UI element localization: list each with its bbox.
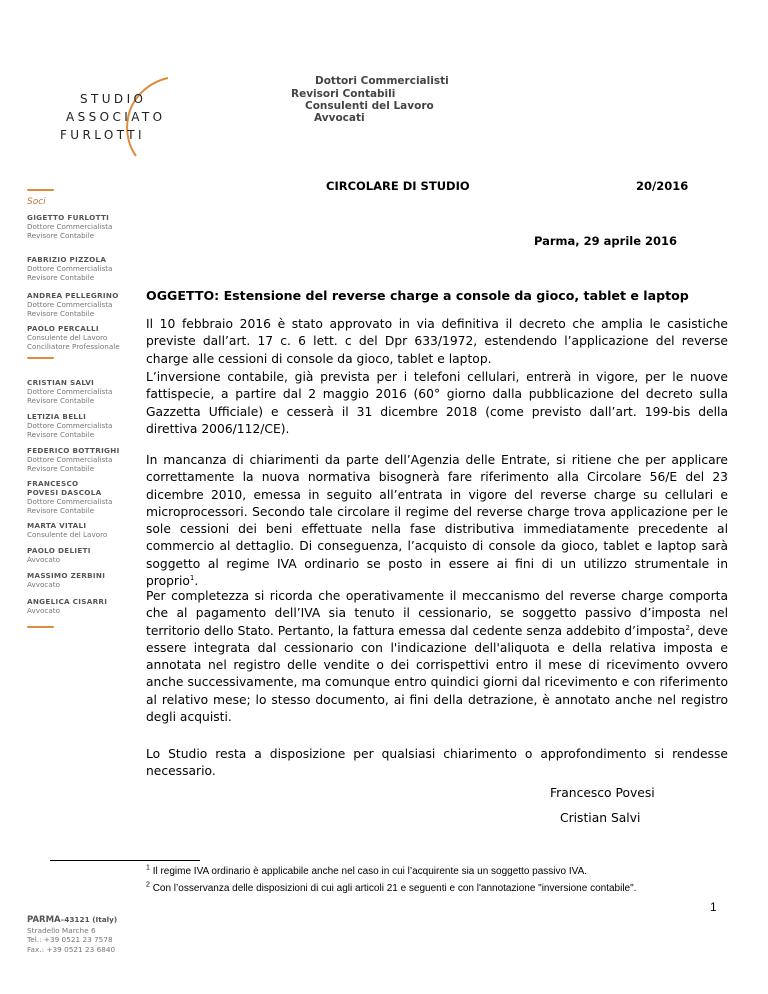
signature-1: Francesco Povesi — [550, 786, 655, 800]
profession-2: Revisori Contabili — [291, 88, 396, 100]
circular-title: CIRCOLARE DI STUDIO — [326, 179, 470, 193]
member-name: LETIZIA BELLI — [27, 412, 87, 421]
member-3 — [27, 291, 157, 318]
member-role: Dottore Commercialista — [27, 264, 113, 273]
paragraph-4-text-a: Per completezza si ricorda che operativamente il meccanismo del reverse charge comporta che al pagamento dell’IVA sia tenuto il cessionario, se soggetto passivo d’imposta nel territorio dello Stato. Pertanto, la fattura emessa dal cedente senza addebito d’imposta — [146, 589, 728, 638]
member-name: PAOLO DELIETI — [27, 546, 91, 555]
member-name: PAOLO PERCALLI — [27, 324, 99, 333]
member-10 — [27, 546, 157, 564]
address-fax: Fax.: +39 0521 23 6840 — [27, 944, 116, 954]
member-role: Revisore Contabile — [27, 396, 95, 405]
member-role: Consulente del Lavoro — [27, 333, 108, 342]
place-date: Parma, 29 aprile 2016 — [534, 234, 678, 248]
profession-1: Dottori Commercialisti — [315, 75, 449, 87]
address-street: Stradello Marche 6 — [27, 925, 96, 935]
member-role: Revisore Contabile — [27, 430, 95, 439]
paragraph-3-text: In mancanza di chiarimenti da parte dell’Agenzia delle Entrate, si ritiene che per applicare correttamente la nuova normativa bisognerà fare riferimento alla Circolare 56/E del 23 dicembre 2010, emessa in seguito all’entrata in vigore del reverse charge su cellulari e microprocessori. Secondo tale circolare il regime del reverse charge trova applicazione per le sole cessioni dei beni effettuate nella fase distributiva immediatamente precedente al commercio al dettaglio. Di conseguenza, l’acquisto di console da gioco, tablet e laptop sarà soggetto al regime IVA ordinario se posto in essere ai fini di un utilizzo strumentale in proprio — [146, 453, 728, 589]
footnote-ref-1[interactable]: 1 — [189, 573, 195, 582]
member-role: Dottore Commercialista — [27, 222, 113, 231]
paragraph-4-text-b: , deve essere integrata dal cessionario con l'indicazione dell'aliquota e della relativa imposta e annotata nel registro delle vendite o dei corrispettivi entro il mese di ricevimento ovvero anche successivamente, ma comunque entro quindici giorni dal ricevimento e con riferimento al relativo mese; lo stesso documento, ai fini della detrazione, è annotato anche nel registro degli acquisti. — [146, 623, 728, 725]
address-city: PARMA — [27, 915, 61, 925]
member-role: Dottore Commercialista — [27, 455, 113, 464]
footnote-number: 2 — [146, 881, 150, 889]
member-9 — [27, 521, 157, 539]
member-role: Revisore Contabile — [27, 231, 95, 240]
address-tel: Tel.: +39 0521 23 7578 — [27, 935, 113, 944]
member-8 — [27, 479, 157, 515]
paragraph-4 — [146, 588, 728, 726]
member-role: Dottore Commercialista — [27, 300, 113, 309]
member-name: MASSIMO ZERBINI — [27, 571, 106, 580]
member-role: Avvocato — [27, 580, 60, 589]
member-role: Avvocato — [27, 606, 60, 615]
member-role: Consulente del Lavoro — [27, 530, 108, 539]
paragraph-2: L’inversione contabile, già prevista per i telefoni cellulari, entrerà in vigore, per le nuove fattispecie, a partire dal 2 maggio 2016 (60° giorno dalla pubblicazione del decreto sulla Gazzetta Ufficiale) e cesserà il 31 dicembre 2018 (come previsto dall’art. 199-bis della direttiva 2006/112/CE). — [146, 370, 728, 436]
member-role: Dottore Commercialista — [27, 497, 113, 506]
footnote-2 — [146, 882, 636, 895]
member-role: Revisore Contabile — [27, 464, 95, 473]
paragraph-3-end: . — [194, 574, 199, 589]
circular-number: 20/2016 — [636, 179, 689, 193]
profession-4: Avvocati — [314, 112, 365, 124]
member-1 — [27, 213, 157, 240]
member-name: MARTA VITALI — [27, 521, 87, 530]
logo-line-1: STUDIO — [80, 92, 147, 106]
footnote-1 — [146, 865, 587, 878]
member-name: CRISTIAN SALVI — [27, 378, 95, 387]
member-name: FRANCESCO — [27, 479, 79, 488]
member-role: Revisore Contabile — [27, 309, 95, 318]
member-4 — [27, 324, 157, 351]
member-name: ANGELICA CISARRI — [27, 597, 108, 606]
paragraph-3 — [146, 452, 728, 590]
member-role: Avvocato — [27, 555, 60, 564]
logo-line-3: FURLOTTI — [60, 128, 145, 142]
footnote-text: Con l’osservanza delle disposizioni di cui agli articoli 21 e seguenti e con l'annotazione "inversione contabile". — [152, 883, 637, 894]
paragraph-1: Il 10 febbraio 2016 è stato approvato in via definitiva il decreto che amplia le casistiche previste dall’art. 17 c. 6 lett. c del Dpr 633/1972, estendendo l’applicazione del reverse charge alle cessioni di console da gioco, tablet e laptop. — [146, 317, 728, 366]
member-name: ANDREA PELLEGRINO — [27, 291, 119, 300]
footnote-separator — [50, 860, 200, 861]
paragraph-5: Lo Studio resta a disposizione per qualsiasi chiarimento o approfondimento si rendesse necessario. — [146, 747, 728, 779]
profession-3: Consulenti del Lavoro — [305, 100, 434, 112]
sidebar-divider — [27, 626, 54, 628]
footnote-number: 1 — [146, 864, 150, 872]
member-role: Dottore Commercialista — [27, 387, 113, 396]
office-address — [27, 915, 157, 954]
signature-2: Cristian Salvi — [560, 811, 641, 825]
member-6 — [27, 412, 157, 439]
member-role: Conciliatore Professionale — [27, 342, 120, 351]
logo-line-2: ASSOCIATO — [66, 110, 166, 124]
sidebar-heading: Soci — [27, 197, 46, 207]
footnote-text: Il regime IVA ordinario è applicabile anche nel caso in cui l’acquirente sia un soggetto passivo IVA. — [152, 866, 588, 877]
member-role: Revisore Contabile — [27, 273, 95, 282]
member-name: GIGETTO FURLOTTI — [27, 213, 110, 222]
member-name: FEDERICO BOTTRIGHI — [27, 446, 120, 455]
member-11 — [27, 571, 157, 589]
member-5 — [27, 378, 157, 405]
member-7 — [27, 446, 157, 473]
footnote-ref-2[interactable]: 2 — [685, 623, 690, 632]
studio-logo — [56, 82, 176, 154]
member-role: Dottore Commercialista — [27, 421, 113, 430]
member-12 — [27, 597, 157, 615]
sidebar-divider — [27, 357, 54, 359]
sidebar-divider — [27, 189, 54, 191]
page-number: 1 — [710, 900, 717, 914]
member-2 — [27, 255, 157, 282]
member-name: FABRIZIO PIZZOLA — [27, 255, 107, 264]
address-cap: –43121 (Italy) — [60, 915, 118, 924]
member-name: POVESI DASCOLA — [27, 488, 102, 497]
member-role: Revisore Contabile — [27, 506, 95, 515]
subject-heading: OGGETTO: Estensione del reverse charge a console da gioco, tablet e laptop — [146, 288, 689, 303]
